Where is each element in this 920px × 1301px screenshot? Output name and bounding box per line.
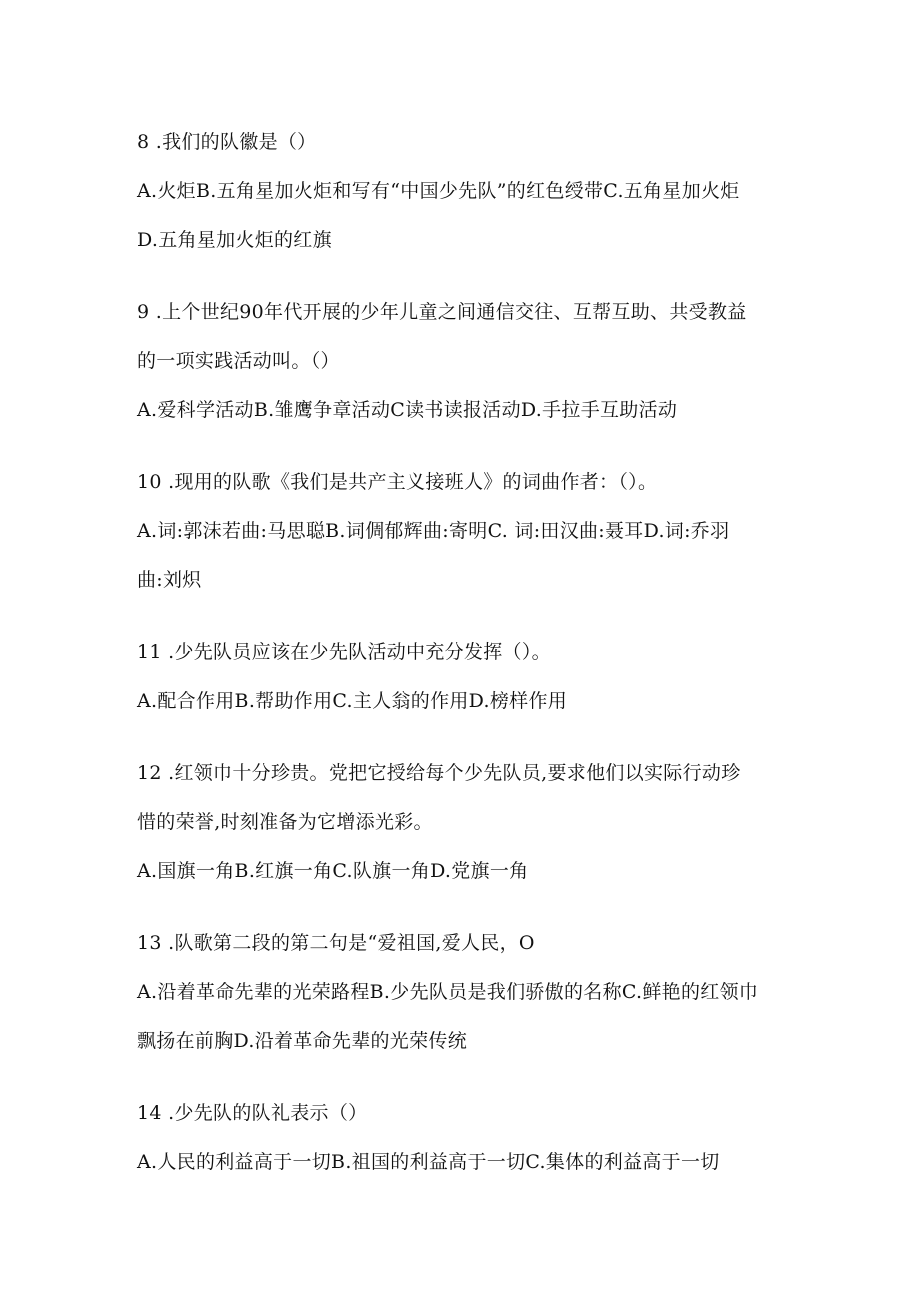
question-10-stem: 10 .现用的队歌《我们是共产主义接班人》的词曲作者：（）。 — [137, 471, 658, 493]
question-10-options-line-1: A.词:郭沫若曲:马思聪B.词倜郁辉曲:寄明C. 词:田汉曲:聂耳D.词:乔羽 — [137, 520, 730, 542]
question-11-stem: 11 .少先队员应该在少先队活动中充分发挥（）。 — [137, 641, 551, 663]
question-12-stem-line-2: 惜的荣誉,时刻准备为它增添光彩。 — [137, 811, 433, 833]
question-8-options-line-1: A.火炬B.五角星加火炬和写有“中国少先队”的红色绶带C.五角星加火炬 — [137, 180, 740, 202]
question-13-options-line-1: A.沿着革命先辈的光荣路程B.少先队员是我们骄傲的名称C.鲜艳的红领巾 — [137, 981, 759, 1003]
question-14-options: A.人民的利益高于一切B.祖国的利益高于一切C.集体的利益高于一切 — [137, 1151, 720, 1173]
question-10-options-line-2: 曲:刘炽 — [137, 569, 202, 591]
question-9-stem-line-2: 的一项实践活动叫。（） — [137, 350, 340, 372]
question-8-stem: 8 .我们的队徽是（） — [137, 131, 317, 153]
question-9-stem-line-1: 9 .上个世纪90年代开展的少年儿童之间通信交往、互帮互助、共受教益 — [137, 301, 747, 323]
question-9-options: A.爱科学活动B.雏鹰争章活动C读书读报活动D.手拉手互助活动 — [137, 399, 678, 421]
question-13-stem: 13 .队歌第二段的第二句是“爱祖国,爱人民，O — [137, 932, 535, 954]
question-13-options-line-2: 飘扬在前胸D.沿着革命先辈的光荣传统 — [137, 1030, 467, 1052]
question-14-stem: 14 .少先队的队礼表示（） — [137, 1102, 368, 1124]
question-8-options-line-2: D.五角星加火炬的红旗 — [137, 229, 332, 251]
question-11-options: A.配合作用B.帮助作用C.主人翁的作用D.榜样作用 — [137, 690, 568, 712]
question-12-options: A.国旗一角B.红旗一角C.队旗一角D.党旗一角 — [137, 860, 529, 882]
question-12-stem-line-1: 12 .红领巾十分珍贵。党把它授给每个少先队员,要求他们以实际行动珍 — [137, 762, 741, 784]
